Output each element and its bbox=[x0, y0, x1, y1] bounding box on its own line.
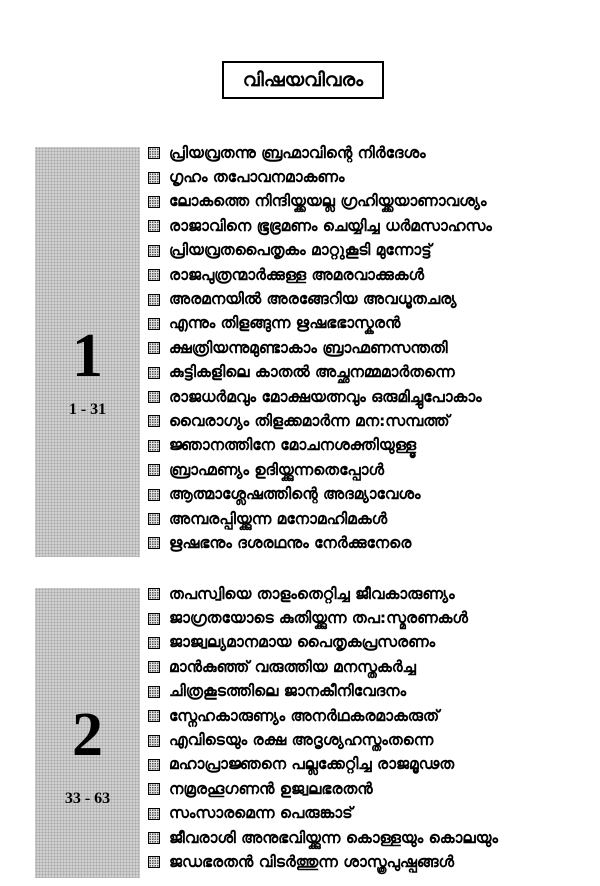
section-2-item-list bbox=[148, 582, 498, 875]
toc-item bbox=[148, 385, 492, 409]
toc-item-label: രാജപുത്രന്മാർക്കുള്ള അമരവാക്കുകൾ bbox=[169, 265, 425, 284]
section-1-page-range: 1 - 31 bbox=[68, 401, 107, 418]
toc-item bbox=[148, 409, 492, 433]
toc-item bbox=[148, 802, 498, 826]
toc-item bbox=[148, 458, 492, 482]
bullet-box-icon bbox=[148, 489, 160, 501]
section-2-number: 2 bbox=[72, 701, 103, 769]
toc-item-label: ലോകത്തെ നിന്ദിയ്ക്കയല്ല ഗ്രഹിയ്ക്കയാണാവശ്യം bbox=[169, 192, 487, 211]
toc-item-label: ജ്ഞാനത്തിനേ മോചനശക്തിയുള്ളൂ bbox=[169, 436, 417, 455]
bullet-box-icon bbox=[148, 832, 160, 844]
toc-item bbox=[148, 482, 492, 506]
bullet-box-icon bbox=[148, 710, 160, 722]
bullet-box-icon bbox=[148, 269, 160, 281]
bullet-box-icon bbox=[148, 513, 160, 525]
bullet-box-icon bbox=[148, 686, 160, 698]
toc-item-label: ബ്രാഹ്മണ്യം ഉദിയ്ക്കുന്നതെപ്പോൾ bbox=[169, 460, 385, 479]
bullet-box-icon bbox=[148, 661, 160, 673]
toc-item bbox=[148, 336, 492, 360]
bullet-box-icon bbox=[148, 637, 160, 649]
toc-item-label: ഋഷഭനും ദശരഥനും നേർക്കുനേരെ bbox=[169, 533, 412, 552]
toc-item bbox=[148, 434, 492, 458]
bullet-box-icon bbox=[148, 613, 160, 625]
toc-item-label: രാജധർമവും മോക്ഷയത്നവും ഒരുമിച്ചുപോകാം bbox=[169, 387, 482, 406]
bullet-box-icon bbox=[148, 588, 160, 600]
toc-item-label: ക്ഷത്രിയന്നുമുണ്ടാകാം ബ്രാഹ്മണസന്തതി bbox=[169, 338, 448, 357]
section-1-number: 1 bbox=[72, 322, 103, 390]
toc-item-label: മഹാപ്രാജ്ഞനെ പല്ലക്കേറ്റിച്ച രാജമൂഢത bbox=[169, 755, 455, 774]
toc-item-label: തപസ്വിയെ താളംതെറ്റിച്ച ജീവകാരുണ്യം bbox=[169, 584, 455, 603]
toc-item-label: അരമനയിൽ അരങ്ങേറിയ അവധൂതചര്യ bbox=[169, 290, 457, 309]
bullet-box-icon bbox=[148, 147, 160, 159]
bullet-box-icon bbox=[148, 172, 160, 184]
bullet-box-icon bbox=[148, 808, 160, 820]
toc-item bbox=[148, 214, 492, 238]
section-2-page-range: 33 - 63 bbox=[64, 790, 111, 807]
toc-item-label: ജീവരാശി അനുഭവിയ്ക്കുന്ന കൊള്ളയും കൊലയും bbox=[169, 828, 498, 847]
toc-item bbox=[148, 728, 498, 752]
toc-item-label: പ്രിയവ്രതന്നു ബ്രഹ്മാവിന്റെ നിർദേശം bbox=[169, 143, 426, 162]
toc-item bbox=[148, 582, 498, 606]
toc-item bbox=[148, 312, 492, 336]
toc-item bbox=[148, 631, 498, 655]
toc-item bbox=[148, 606, 498, 630]
toc-item bbox=[148, 141, 492, 165]
bullet-box-icon bbox=[148, 856, 160, 868]
toc-item-label: പ്രിയവ്രതപൈതൃകം മാറ്റുകൂടി മുന്നോട്ട് bbox=[169, 241, 432, 260]
bullet-box-icon bbox=[148, 759, 160, 771]
toc-item bbox=[148, 753, 498, 777]
toc-item-label: സംസാരമെന്ന പെരുങ്കാട് bbox=[169, 804, 353, 823]
toc-item-label: എവിടെയും രക്ഷ അദൃശ്യഹസ്തംതന്നെ bbox=[169, 731, 434, 750]
toc-item-label: നമ്രരഹൂഗണൻ ഉജ്വലഭരതൻ bbox=[169, 779, 373, 798]
bullet-box-icon bbox=[148, 735, 160, 747]
bullet-box-icon bbox=[148, 415, 160, 427]
toc-item bbox=[148, 680, 498, 704]
toc-item bbox=[148, 850, 498, 874]
toc-item-label: മാൻകുഞ്ഞ് വരുത്തിയ മനസ്തകർച്ച bbox=[169, 657, 416, 676]
toc-item bbox=[148, 655, 498, 679]
toc-item-label: ഗൃഹം തപോവനമാകണം bbox=[169, 168, 345, 187]
toc-item bbox=[148, 826, 498, 850]
toc-item-label: ചിത്രകൂടത്തിലെ ജാനകീനിവേദനം bbox=[169, 682, 407, 701]
toc-item bbox=[148, 239, 492, 263]
toc-item bbox=[148, 190, 492, 214]
bullet-box-icon bbox=[148, 342, 160, 354]
toc-item bbox=[148, 507, 492, 531]
bullet-box-icon bbox=[148, 440, 160, 452]
section-1-sidebar bbox=[35, 147, 140, 557]
bullet-box-icon bbox=[148, 783, 160, 795]
bullet-box-icon bbox=[148, 245, 160, 257]
bullet-box-icon bbox=[148, 220, 160, 232]
page-title: വിഷയവിവരം bbox=[222, 61, 384, 99]
toc-item bbox=[148, 777, 498, 801]
toc-item bbox=[148, 531, 492, 555]
bullet-box-icon bbox=[148, 537, 160, 549]
toc-item-label: ജഡഭരതൻ വിടർത്തുന്ന ശാസ്ത്രപുഷ്പങ്ങൾ bbox=[169, 852, 455, 871]
section-2-sidebar bbox=[35, 588, 140, 878]
toc-item-label: സ്നേഹകാരുണ്യം അനർഥകരമാകരുത് bbox=[169, 706, 440, 725]
toc-item bbox=[148, 361, 492, 385]
toc-item-label: എന്നും തിളങ്ങുന്ന ഋഷഭഭാസ്കരൻ bbox=[169, 314, 401, 333]
toc-item-label: ജാജ്വല്യമാനമായ പൈതൃകപ്രസരണം bbox=[169, 633, 436, 652]
toc-item bbox=[148, 704, 498, 728]
toc-item-label: അമ്പരപ്പിയ്ക്കുന്ന മനോമഹിമകൾ bbox=[169, 509, 388, 528]
toc-item-label: ആത്മാശ്ലേഷത്തിന്റെ അദമ്യാവേശം bbox=[169, 485, 421, 504]
bullet-box-icon bbox=[148, 464, 160, 476]
toc-item-label: കുട്ടികളിലെ കാതൽ അച്ഛനമ്മമാർതന്നെ bbox=[169, 363, 455, 382]
bullet-box-icon bbox=[148, 367, 160, 379]
toc-item bbox=[148, 287, 492, 311]
toc-item-label: രാജാവിനെ ഭൂഭ്രമണം ചെയ്യിച്ച ധർമസാഹസം bbox=[169, 216, 492, 235]
bullet-box-icon bbox=[148, 391, 160, 403]
bullet-box-icon bbox=[148, 196, 160, 208]
bullet-box-icon bbox=[148, 318, 160, 330]
toc-item bbox=[148, 263, 492, 287]
bullet-box-icon bbox=[148, 294, 160, 306]
toc-item-label: ജാഗ്രതയോടെ കുതിയ്ക്കുന്ന തപ:സ്മരണകൾ bbox=[169, 609, 468, 628]
toc-item-label: വൈരാഗ്യം തിളക്കമാർന്ന മന:സമ്പത്ത് bbox=[169, 411, 450, 430]
section-1-item-list bbox=[148, 141, 492, 556]
toc-item bbox=[148, 165, 492, 189]
